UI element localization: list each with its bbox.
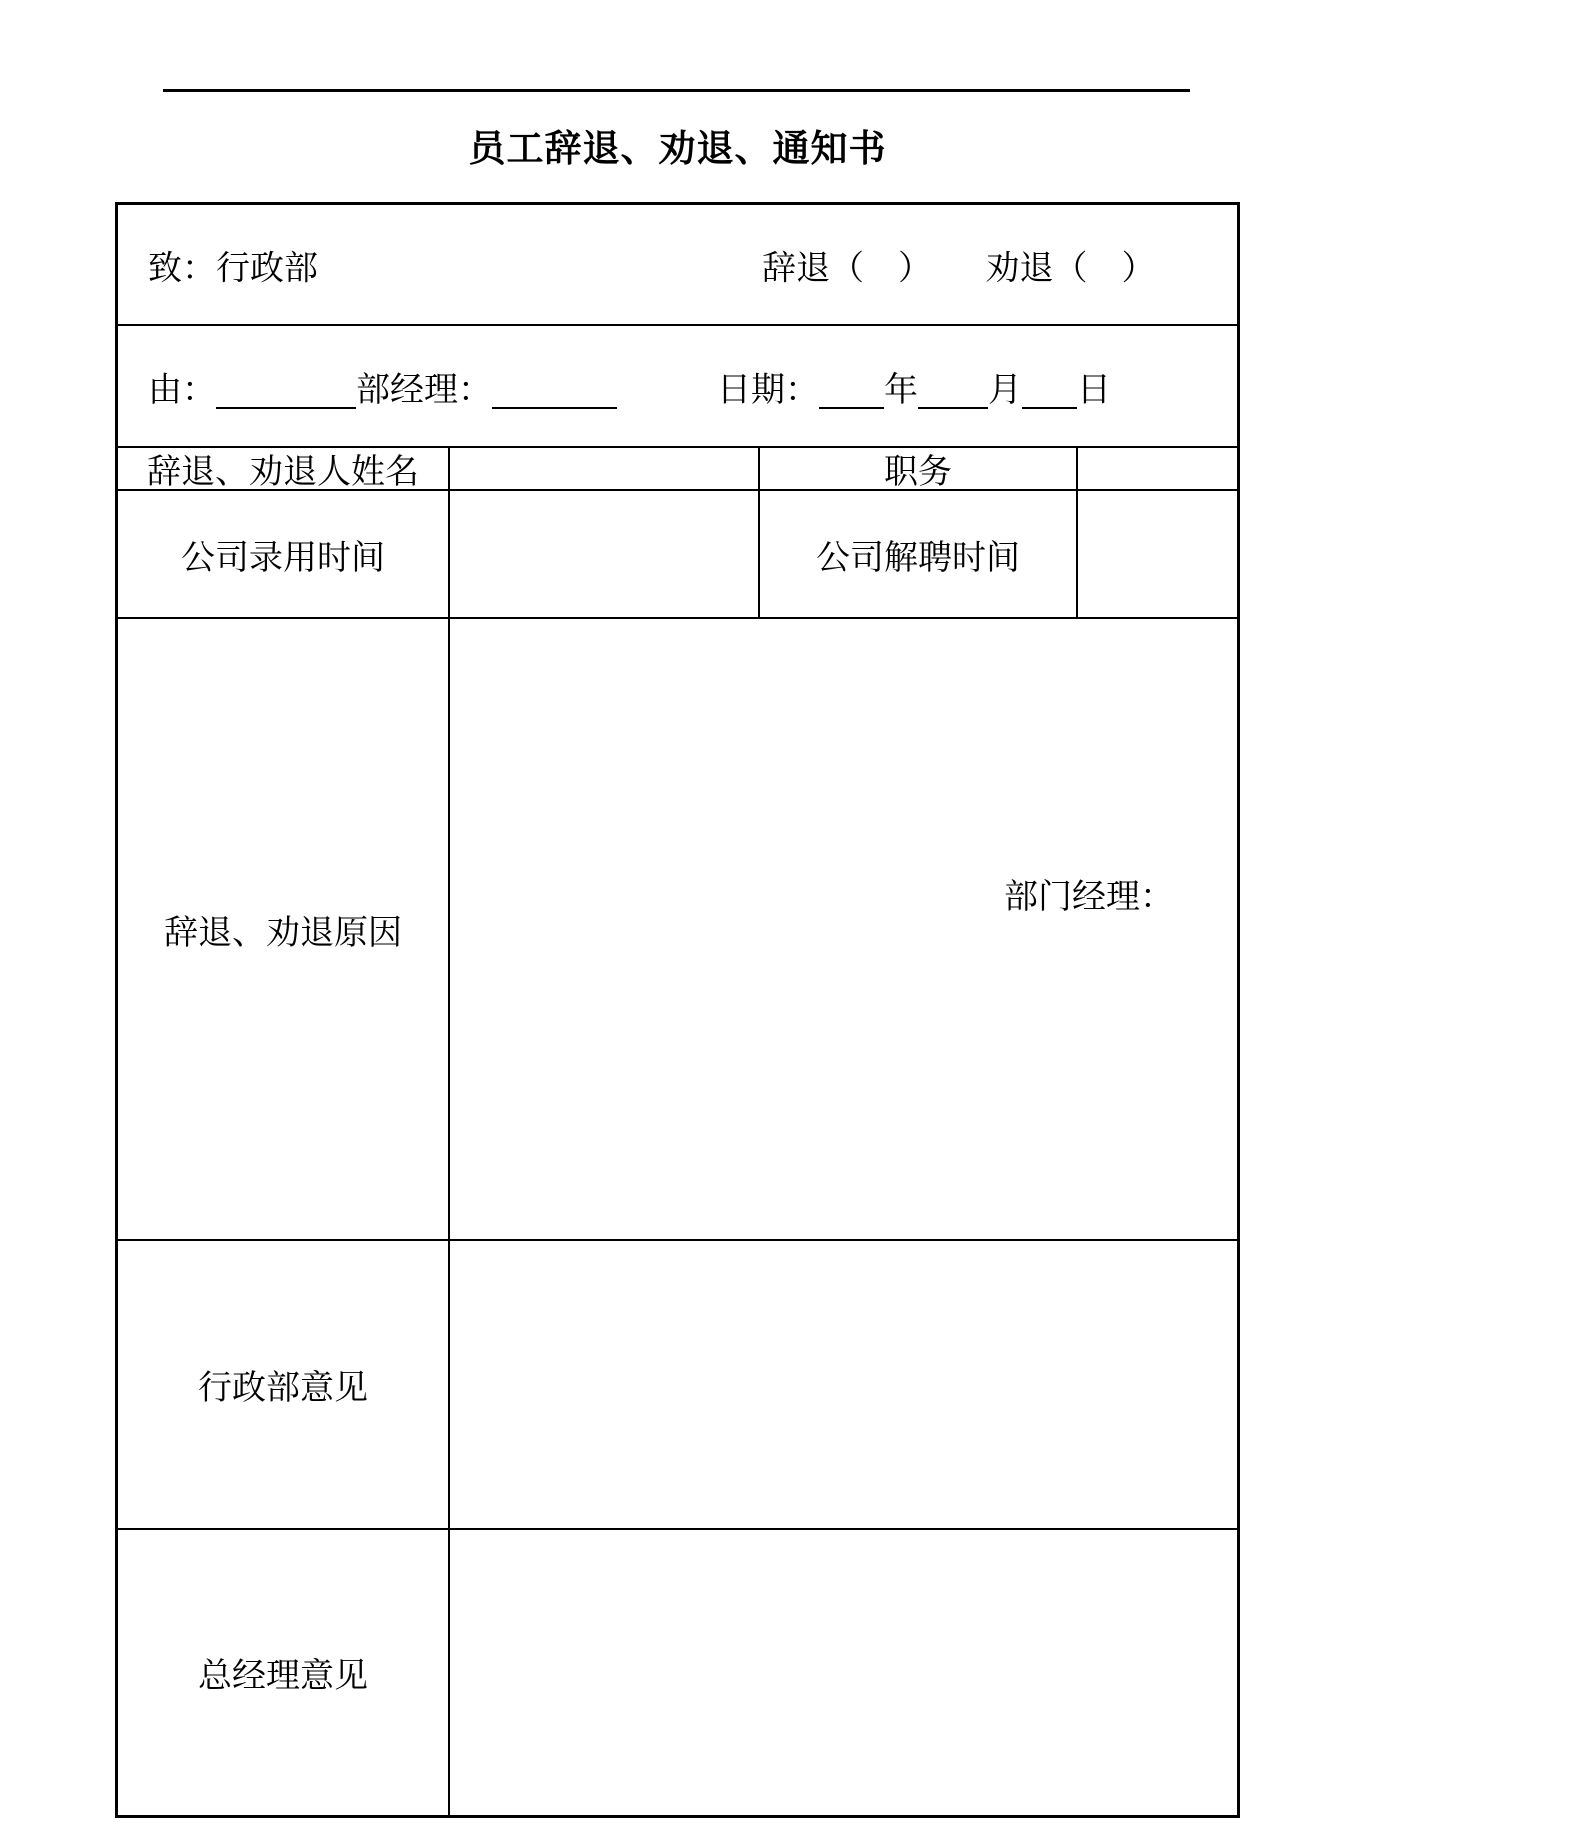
reason-value-cell[interactable] <box>450 619 1237 1241</box>
dismiss-time-value-cell[interactable] <box>1078 491 1237 619</box>
day-label: 日 <box>1077 371 1111 409</box>
dismissal-form-table <box>115 202 1240 1818</box>
year-blank-field[interactable] <box>819 377 884 409</box>
day-blank-field[interactable] <box>1022 377 1077 409</box>
admin-opinion-value-cell[interactable] <box>450 1241 1237 1530</box>
year-label: 年 <box>884 371 918 409</box>
dismiss-option[interactable]: 辞退（ ） <box>762 250 932 287</box>
dismiss-type-options <box>762 240 1156 289</box>
month-blank-field[interactable] <box>918 377 988 409</box>
document-title: 员工辞退、劝退、通知书 <box>468 129 887 170</box>
hire-time-value-cell[interactable] <box>450 491 760 619</box>
by-blank-field[interactable] <box>216 377 356 409</box>
dismiss-time-label: 公司解聘时间 <box>760 491 1078 619</box>
dept-manager-blank-field[interactable] <box>492 377 617 409</box>
dept-manager-label: 部经理： <box>356 371 492 409</box>
to-department: 行政部 <box>216 250 318 287</box>
admin-opinion-label: 行政部意见 <box>118 1241 450 1530</box>
header-rule <box>163 89 1190 92</box>
employee-name-label: 辞退、劝退人姓名 <box>118 448 450 491</box>
date-label: 日期： <box>717 371 819 409</box>
reason-label: 辞退、劝退原因 <box>118 619 450 1241</box>
by-label: 由： <box>148 371 216 409</box>
month-label: 月 <box>988 371 1022 409</box>
position-value-cell[interactable] <box>1078 448 1237 491</box>
position-label: 职务 <box>760 448 1078 491</box>
persuade-option[interactable]: 劝退（ ） <box>985 250 1156 287</box>
dept-manager-sign-label: 部门经理： <box>1004 879 1174 916</box>
hire-time-label: 公司录用时间 <box>118 491 450 619</box>
gm-opinion-label: 总经理意见 <box>118 1530 450 1815</box>
gm-opinion-value-cell[interactable] <box>450 1530 1237 1815</box>
employee-name-value-cell[interactable] <box>450 448 760 491</box>
issuer-date-row <box>118 326 1237 448</box>
to-label: 致： <box>148 250 216 287</box>
addressee-row <box>118 205 1237 326</box>
addressee-text <box>148 240 318 289</box>
